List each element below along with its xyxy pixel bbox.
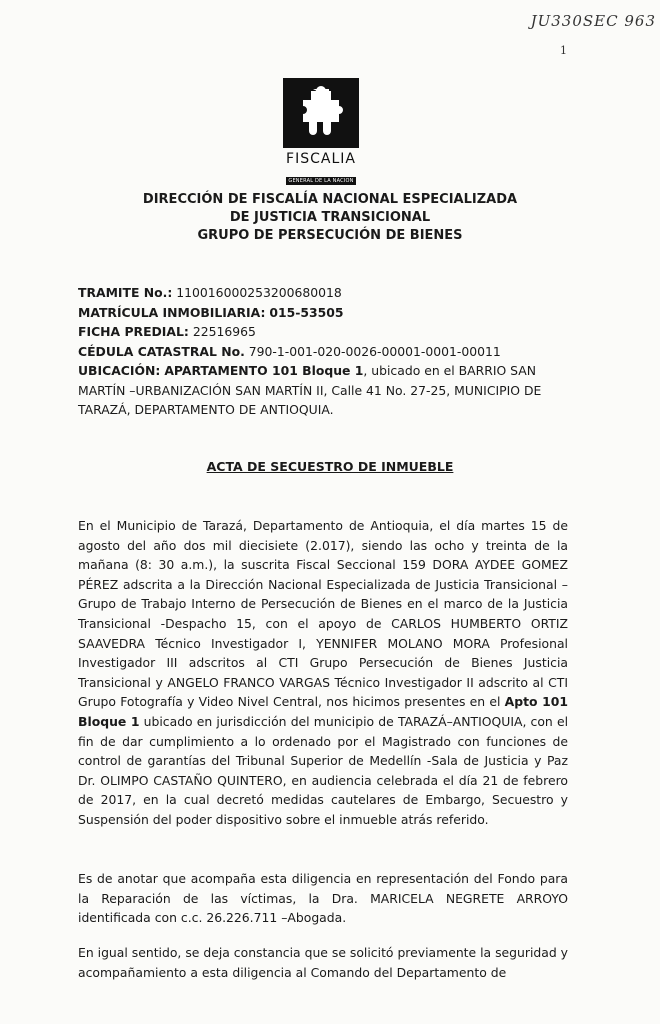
- ficha-row: [78, 322, 578, 342]
- puzzle-piece-icon: [283, 78, 359, 148]
- cedula-value: 790-1-001-020-0026-00001-0001-00011: [248, 343, 501, 359]
- cedula-row: [78, 342, 578, 362]
- paragraph-3: En igual sentido, se deja constancia que se solicitó previamente la seguridad y acompañamiento a esta diligencia al Comando del Departamento de: [78, 945, 568, 980]
- paragraph-1: [78, 516, 568, 830]
- ficha-label: FICHA PREDIAL:: [78, 324, 189, 339]
- ubicacion-label: UBICACIÓN:: [78, 363, 161, 378]
- fiscalia-logo: [280, 78, 362, 186]
- page-number: 1: [560, 44, 567, 57]
- matricula-value: 015-53505: [269, 304, 344, 320]
- matricula-label: MATRÍCULA INMOBILIARIA:: [78, 304, 266, 320]
- paragraph-2: Es de anotar que acompaña esta diligencia en representación del Fondo para la Reparación de las víctimas, la Dra. MARICELA NEGRETE ARROYO identificada con c.c. 26.226.711 –Abogada.: [78, 871, 568, 926]
- act-title: ACTA DE SECUESTRO DE INMUEBLE: [206, 459, 454, 474]
- logo-name: FISCALIA: [286, 151, 356, 167]
- ficha-value: 22516965: [192, 324, 256, 339]
- paragraph-1-part-b: ubicado en jurisdicción del municipio de TARAZÁ–ANTIOQUIA, con el fin de dar cumplimiento a lo ordenado por el Magistrado con funciones de control de garantías del Tribunal Superior de Medellín -Sala de Justicia y Paz Dr. OLIMPO CASTAÑO QUINTERO, en audiencia celebrada el día 21 de febrero de 2017, en la cual decretó medidas cautelares de Embargo, Secuestro y Suspensión del poder dispositivo sobre el inmueble atrás referido.: [78, 713, 569, 827]
- heading-line-3: GRUPO DE PERSECUCIÓN DE BIENES: [197, 228, 463, 243]
- ubicacion-row: [78, 361, 578, 420]
- matricula-row: [78, 303, 578, 323]
- tramite-value: 110016000253200680018: [176, 285, 342, 300]
- heading-line-2: DE JUSTICIA TRANSICIONAL: [229, 210, 431, 225]
- document-heading: [0, 191, 660, 245]
- ubicacion-rest: , ubicado en el BARRIO SAN MARTÍN –URBANIZACIÓN SAN MARTÍN II, Calle 41 No. 27-25, MUNICIPIO DE TARAZÁ, DEPARTAMENTO DE ANTIOQUIA.: [78, 363, 542, 417]
- property-metadata: [78, 283, 578, 420]
- handwritten-note: JU330SEC 963: [530, 12, 656, 30]
- paragraph-1-bold: Apto 101 Bloque 1: [78, 694, 569, 729]
- tramite-row: [78, 283, 578, 303]
- paragraph-1-part-a: En el Municipio de Tarazá, Departamento de Antioquia, el día martes 15 de agosto del año dos mil diecisiete (2.017), siendo las ocho y treinta de la mañana (8: 30 a.m.), la suscrita Fiscal Seccional 159 DORA AYDEE GOMEZ PÉREZ adscrita a la Dirección Nacional Especializada de Justicia Transicional –Grupo de Trabajo Interno de Persecución de Bienes en el marco de la Justicia Transicional -Despacho 15, con el apoyo de CARLOS HUMBERTO ORTIZ SAAVEDRA Técnico Investigador I, YENNIFER MOLANO MORA Profesional Investigador III adscritos al CTI Grupo Persecución de Bienes Justicia Transicional y ANGELO FRANCO VARGAS Técnico Investigador II adscrito al CTI Grupo Fotografía y Video Nivel Central, nos hicimos presentes en el: [78, 518, 568, 710]
- logo-subtitle: GENERAL DE LA NACION: [288, 178, 354, 184]
- cedula-label: CÉDULA CATASTRAL No.: [78, 343, 245, 359]
- heading-line-1: DIRECCIÓN DE FISCALÍA NACIONAL ESPECIALIZADA: [142, 192, 518, 207]
- ubicacion-bold: APARTAMENTO 101 Bloque 1: [164, 363, 364, 378]
- tramite-label: TRAMITE No.:: [78, 285, 173, 300]
